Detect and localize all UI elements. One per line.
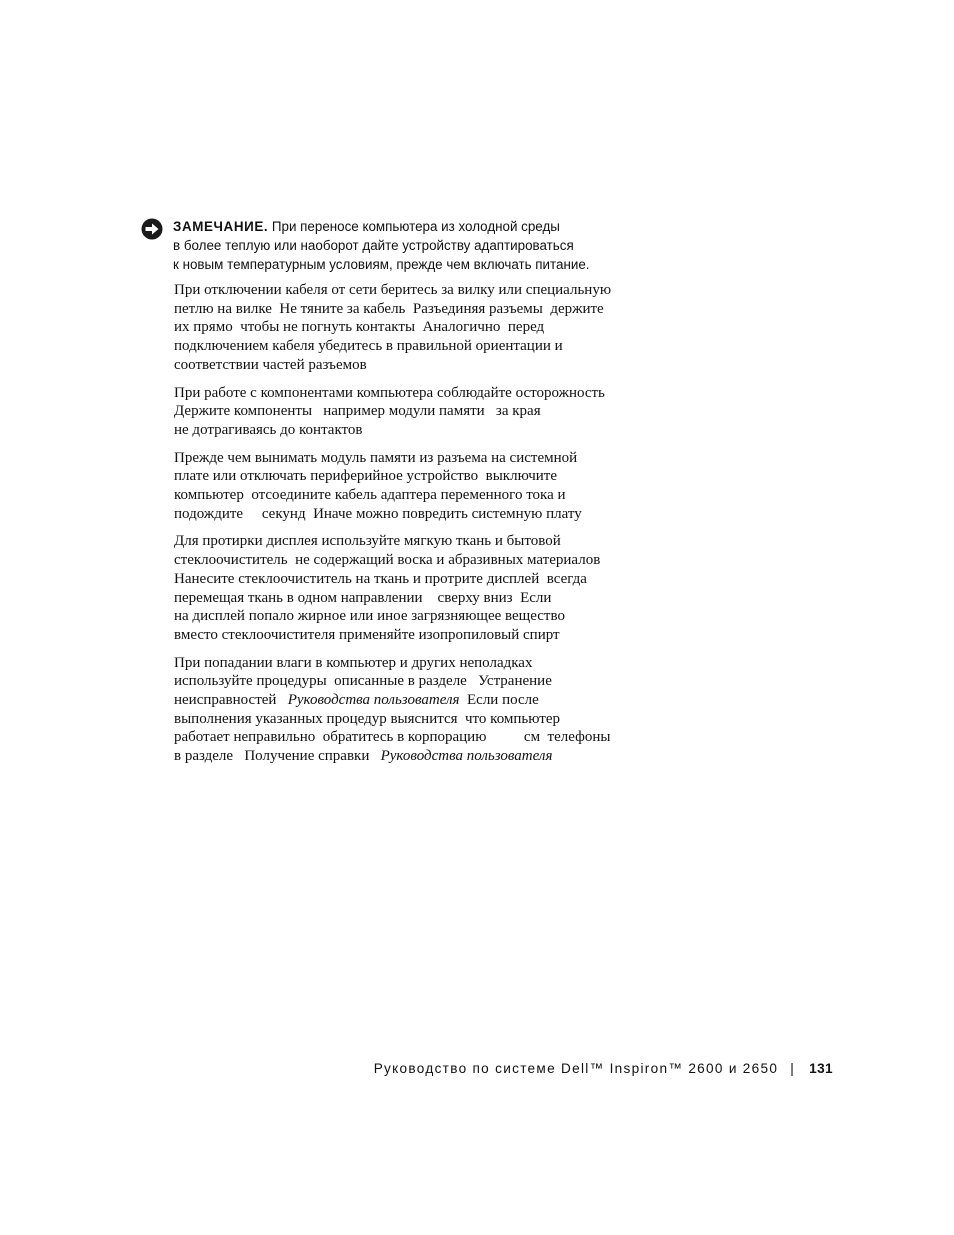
user-guide-reference: Руководства пользователя (287, 692, 460, 709)
paragraph-memory (174, 449, 644, 524)
footer-separator: | (790, 1061, 796, 1076)
notice-line-1-text: При переносе компьютера из холодной среды (271, 219, 560, 234)
text-line: При отключении кабеля от сети беритесь за вилку или специальную (174, 282, 612, 298)
notice-text (173, 217, 653, 274)
text-line: их прямо чтобы не погнуть контакты Аналогично перед (174, 319, 545, 336)
text-line: При работе с компонентами компьютера соблюдайте осторожность (174, 384, 605, 401)
text-line: вместо стеклоочистителя применяйте изопропиловый спирт (174, 626, 560, 643)
text-line (174, 691, 644, 710)
paragraph-display (174, 532, 644, 644)
text-segment: Если после (459, 692, 539, 709)
notice-line-2: в более теплую или наоборот дайте устройству адаптироваться (173, 238, 574, 253)
notice-line-3: к новым температурным условиям, прежде чем включать питание. (173, 257, 590, 272)
text-line: компьютер отсоедините кабель адаптера переменного тока и (174, 487, 566, 504)
page-number: 131 (809, 1061, 833, 1076)
user-guide-reference: Руководства пользователя (380, 748, 553, 765)
text-line: Для протирки дисплея используйте мягкую ткань и бытовой (174, 533, 561, 550)
text-line: выполнения указанных процедур выяснится что компьютер (174, 710, 560, 727)
text-line: Прежде чем вынимать модуль памяти из разъема на системной (174, 449, 578, 466)
text-line: плате или отключать периферийное устройство выключите (174, 468, 557, 485)
text-line: подождите секунд Иначе можно повредить системную плату (174, 505, 582, 522)
text-line: на дисплей попало жирное или иное загрязняющее вещество (174, 608, 565, 625)
text-line: соответствии частей разъемов (174, 356, 367, 373)
text-line: стеклоочиститель не содержащий воска и абразивных материалов (174, 552, 601, 569)
body-text (174, 281, 644, 775)
notice-line-1 (173, 217, 653, 236)
text-line: перемещая ткань в одном направлении сверху вниз Если (174, 589, 552, 606)
notice-arrow-icon (141, 218, 163, 240)
text-line: Держите компоненты например модули памяти за края (174, 403, 541, 420)
paragraph-cable (174, 281, 644, 375)
text-line: подключением кабеля убедитесь в правильной ориентации и (174, 338, 563, 355)
paragraph-components (174, 384, 644, 440)
text-line: используйте процедуры описанные в разделе Устранение (174, 673, 552, 690)
footer-title: Руководство по системе Dell™ Inspiron™ 2600 и 2650 (373, 1061, 779, 1076)
paragraph-moisture (174, 654, 644, 766)
text-line (174, 747, 644, 766)
text-line: не дотрагиваясь до контактов (174, 421, 363, 438)
text-line: работает неправильно обратитесь в корпорацию см телефоны (174, 729, 611, 746)
text-line: Нанесите стеклоочиститель на ткань и протрите дисплей всегда (174, 570, 587, 587)
notice-label: ЗАМЕЧАНИЕ. (173, 219, 269, 234)
text-line: петлю на вилке Не тяните за кабель Разъединяя разъемы держите (174, 300, 604, 317)
page-footer (374, 1061, 833, 1076)
text-line: При попадании влаги в компьютер и других неполадках (174, 654, 533, 671)
text-segment: в разделе Получение справки (174, 748, 381, 765)
text-segment: неисправностей (174, 692, 288, 709)
